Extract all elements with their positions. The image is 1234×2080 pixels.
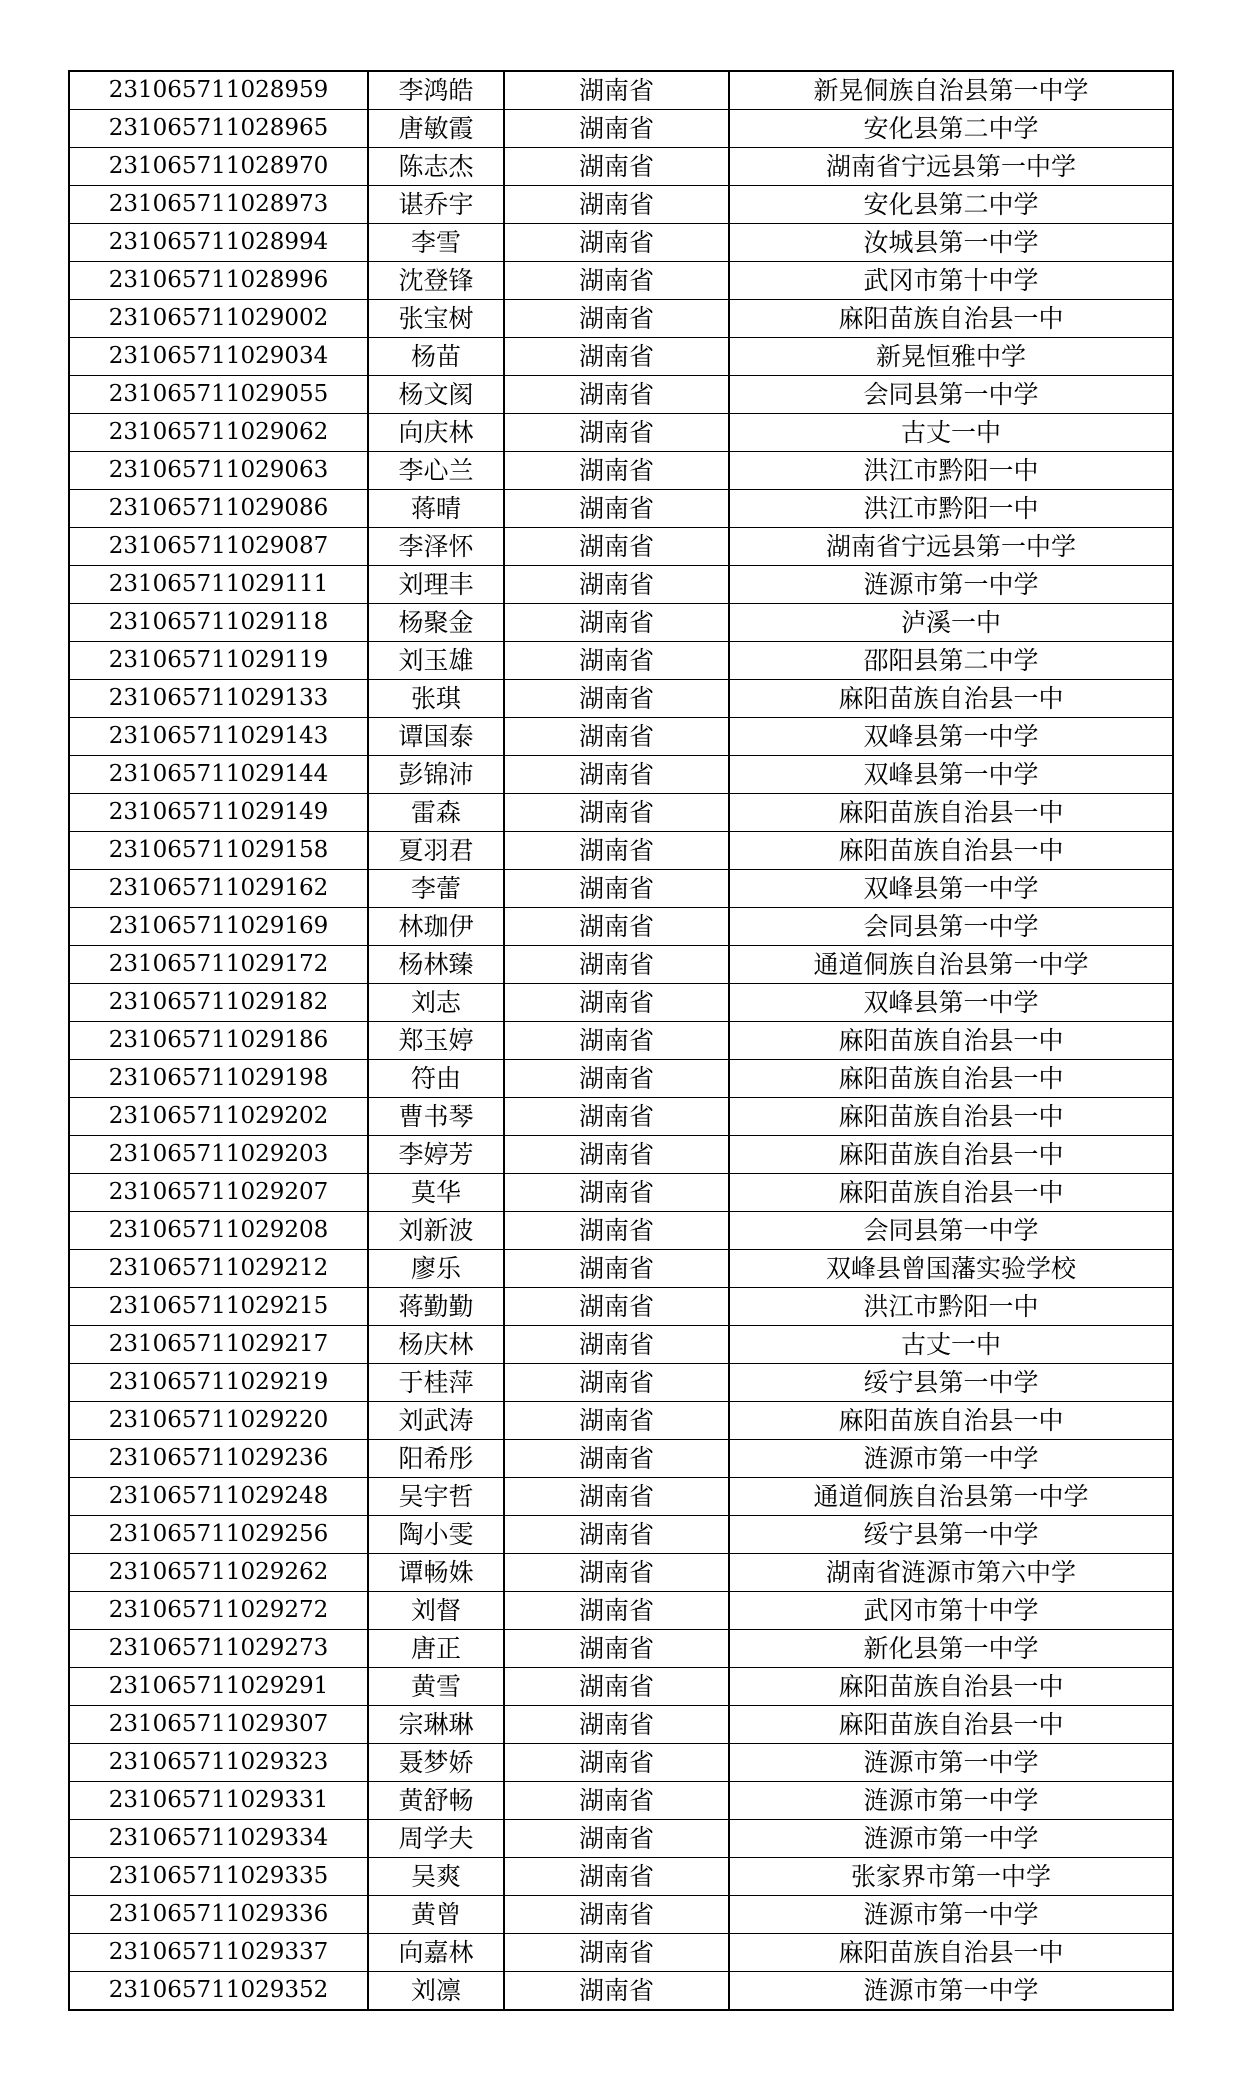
table-row bbox=[69, 414, 1173, 452]
student-name-cell: 谭畅姝 bbox=[368, 1554, 504, 1592]
candidate-id-cell: 231065711029307 bbox=[69, 1706, 368, 1744]
table-row bbox=[69, 756, 1173, 794]
table-row bbox=[69, 718, 1173, 756]
student-name-cell: 彭锦沛 bbox=[368, 756, 504, 794]
school-cell: 湖南省宁远县第一中学 bbox=[729, 528, 1173, 566]
student-name-cell: 蒋勤勤 bbox=[368, 1288, 504, 1326]
table-row bbox=[69, 338, 1173, 376]
table-row bbox=[69, 1820, 1173, 1858]
candidate-id-cell: 231065711029262 bbox=[69, 1554, 368, 1592]
candidate-id-cell: 231065711029186 bbox=[69, 1022, 368, 1060]
province-cell: 湖南省 bbox=[504, 1782, 729, 1820]
province-cell: 湖南省 bbox=[504, 1820, 729, 1858]
school-cell: 涟源市第一中学 bbox=[729, 1744, 1173, 1782]
candidate-id-cell: 231065711029182 bbox=[69, 984, 368, 1022]
province-cell: 湖南省 bbox=[504, 1022, 729, 1060]
candidate-id-cell: 231065711029034 bbox=[69, 338, 368, 376]
school-cell: 安化县第二中学 bbox=[729, 186, 1173, 224]
school-cell: 新晃侗族自治县第一中学 bbox=[729, 71, 1173, 110]
table-row bbox=[69, 186, 1173, 224]
province-cell: 湖南省 bbox=[504, 110, 729, 148]
school-cell: 邵阳县第二中学 bbox=[729, 642, 1173, 680]
table-row bbox=[69, 1022, 1173, 1060]
school-cell: 绥宁县第一中学 bbox=[729, 1364, 1173, 1402]
school-cell: 武冈市第十中学 bbox=[729, 262, 1173, 300]
province-cell: 湖南省 bbox=[504, 1934, 729, 1972]
province-cell: 湖南省 bbox=[504, 1136, 729, 1174]
candidate-id-cell: 231065711029119 bbox=[69, 642, 368, 680]
table-row bbox=[69, 110, 1173, 148]
candidate-id-cell: 231065711029273 bbox=[69, 1630, 368, 1668]
student-name-cell: 蒋晴 bbox=[368, 490, 504, 528]
table-row bbox=[69, 984, 1173, 1022]
student-name-cell: 陶小雯 bbox=[368, 1516, 504, 1554]
school-cell: 麻阳苗族自治县一中 bbox=[729, 794, 1173, 832]
school-cell: 麻阳苗族自治县一中 bbox=[729, 1174, 1173, 1212]
table-row bbox=[69, 1706, 1173, 1744]
school-cell: 会同县第一中学 bbox=[729, 376, 1173, 414]
student-name-cell: 雷森 bbox=[368, 794, 504, 832]
table-row bbox=[69, 1478, 1173, 1516]
table-row bbox=[69, 1250, 1173, 1288]
table-row bbox=[69, 224, 1173, 262]
candidate-id-cell: 231065711029236 bbox=[69, 1440, 368, 1478]
candidate-id-cell: 231065711029172 bbox=[69, 946, 368, 984]
student-name-cell: 刘玉雄 bbox=[368, 642, 504, 680]
candidate-id-cell: 231065711029336 bbox=[69, 1896, 368, 1934]
student-name-cell: 夏羽君 bbox=[368, 832, 504, 870]
student-name-cell: 刘新波 bbox=[368, 1212, 504, 1250]
candidate-id-cell: 231065711029207 bbox=[69, 1174, 368, 1212]
student-name-cell: 林珈伊 bbox=[368, 908, 504, 946]
school-cell: 新晃恒雅中学 bbox=[729, 338, 1173, 376]
table-row bbox=[69, 946, 1173, 984]
candidate-id-cell: 231065711029212 bbox=[69, 1250, 368, 1288]
province-cell: 湖南省 bbox=[504, 1744, 729, 1782]
candidate-id-cell: 231065711028959 bbox=[69, 71, 368, 110]
student-name-cell: 黄舒畅 bbox=[368, 1782, 504, 1820]
candidate-id-cell: 231065711029220 bbox=[69, 1402, 368, 1440]
student-name-cell: 杨文阂 bbox=[368, 376, 504, 414]
province-cell: 湖南省 bbox=[504, 1478, 729, 1516]
student-name-cell: 莫华 bbox=[368, 1174, 504, 1212]
candidate-id-cell: 231065711029087 bbox=[69, 528, 368, 566]
province-cell: 湖南省 bbox=[504, 224, 729, 262]
school-cell: 新化县第一中学 bbox=[729, 1630, 1173, 1668]
school-cell: 泸溪一中 bbox=[729, 604, 1173, 642]
province-cell: 湖南省 bbox=[504, 946, 729, 984]
student-name-cell: 李婷芳 bbox=[368, 1136, 504, 1174]
student-name-cell: 杨庆林 bbox=[368, 1326, 504, 1364]
student-name-cell: 陈志杰 bbox=[368, 148, 504, 186]
province-cell: 湖南省 bbox=[504, 528, 729, 566]
student-name-cell: 刘凛 bbox=[368, 1972, 504, 2011]
student-name-cell: 吴爽 bbox=[368, 1858, 504, 1896]
candidate-id-cell: 231065711029215 bbox=[69, 1288, 368, 1326]
candidate-id-cell: 231065711029248 bbox=[69, 1478, 368, 1516]
province-cell: 湖南省 bbox=[504, 1212, 729, 1250]
table-row bbox=[69, 832, 1173, 870]
candidate-id-cell: 231065711029198 bbox=[69, 1060, 368, 1098]
province-cell: 湖南省 bbox=[504, 1440, 729, 1478]
province-cell: 湖南省 bbox=[504, 414, 729, 452]
candidate-id-cell: 231065711029002 bbox=[69, 300, 368, 338]
student-name-cell: 李泽怀 bbox=[368, 528, 504, 566]
student-name-cell: 李鸿皓 bbox=[368, 71, 504, 110]
province-cell: 湖南省 bbox=[504, 832, 729, 870]
school-cell: 麻阳苗族自治县一中 bbox=[729, 1668, 1173, 1706]
table-row bbox=[69, 1516, 1173, 1554]
province-cell: 湖南省 bbox=[504, 1174, 729, 1212]
school-cell: 湖南省涟源市第六中学 bbox=[729, 1554, 1173, 1592]
school-cell: 麻阳苗族自治县一中 bbox=[729, 832, 1173, 870]
table-row bbox=[69, 908, 1173, 946]
student-name-cell: 聂梦娇 bbox=[368, 1744, 504, 1782]
school-cell: 古丈一中 bbox=[729, 1326, 1173, 1364]
table-row bbox=[69, 1858, 1173, 1896]
school-cell: 双峰县第一中学 bbox=[729, 984, 1173, 1022]
student-name-cell: 曹书琴 bbox=[368, 1098, 504, 1136]
school-cell: 麻阳苗族自治县一中 bbox=[729, 680, 1173, 718]
province-cell: 湖南省 bbox=[504, 1858, 729, 1896]
province-cell: 湖南省 bbox=[504, 1516, 729, 1554]
school-cell: 涟源市第一中学 bbox=[729, 1782, 1173, 1820]
school-cell: 绥宁县第一中学 bbox=[729, 1516, 1173, 1554]
school-cell: 双峰县第一中学 bbox=[729, 870, 1173, 908]
school-cell: 涟源市第一中学 bbox=[729, 566, 1173, 604]
candidate-id-cell: 231065711028970 bbox=[69, 148, 368, 186]
province-cell: 湖南省 bbox=[504, 984, 729, 1022]
student-name-cell: 刘理丰 bbox=[368, 566, 504, 604]
candidate-id-cell: 231065711029331 bbox=[69, 1782, 368, 1820]
province-cell: 湖南省 bbox=[504, 1060, 729, 1098]
table-row bbox=[69, 1592, 1173, 1630]
candidate-id-cell: 231065711029203 bbox=[69, 1136, 368, 1174]
student-name-cell: 黄雪 bbox=[368, 1668, 504, 1706]
province-cell: 湖南省 bbox=[504, 71, 729, 110]
table-row bbox=[69, 1554, 1173, 1592]
student-name-cell: 黄曾 bbox=[368, 1896, 504, 1934]
student-name-cell: 李心兰 bbox=[368, 452, 504, 490]
school-cell: 麻阳苗族自治县一中 bbox=[729, 1060, 1173, 1098]
province-cell: 湖南省 bbox=[504, 262, 729, 300]
candidate-id-cell: 231065711029118 bbox=[69, 604, 368, 642]
table-row bbox=[69, 490, 1173, 528]
province-cell: 湖南省 bbox=[504, 870, 729, 908]
student-name-cell: 张琪 bbox=[368, 680, 504, 718]
province-cell: 湖南省 bbox=[504, 1592, 729, 1630]
province-cell: 湖南省 bbox=[504, 718, 729, 756]
school-cell: 洪江市黔阳一中 bbox=[729, 490, 1173, 528]
student-name-cell: 唐正 bbox=[368, 1630, 504, 1668]
table-row bbox=[69, 1744, 1173, 1782]
candidate-id-cell: 231065711029337 bbox=[69, 1934, 368, 1972]
province-cell: 湖南省 bbox=[504, 490, 729, 528]
school-cell: 涟源市第一中学 bbox=[729, 1896, 1173, 1934]
province-cell: 湖南省 bbox=[504, 642, 729, 680]
school-cell: 安化县第二中学 bbox=[729, 110, 1173, 148]
table-row bbox=[69, 1934, 1173, 1972]
province-cell: 湖南省 bbox=[504, 300, 729, 338]
table-row bbox=[69, 1896, 1173, 1934]
table-row bbox=[69, 794, 1173, 832]
province-cell: 湖南省 bbox=[504, 1402, 729, 1440]
table-row bbox=[69, 642, 1173, 680]
student-name-cell: 向嘉林 bbox=[368, 1934, 504, 1972]
table-row bbox=[69, 1136, 1173, 1174]
table-row bbox=[69, 300, 1173, 338]
table-row bbox=[69, 566, 1173, 604]
candidate-id-cell: 231065711029291 bbox=[69, 1668, 368, 1706]
table-row bbox=[69, 262, 1173, 300]
student-name-cell: 杨聚金 bbox=[368, 604, 504, 642]
province-cell: 湖南省 bbox=[504, 452, 729, 490]
candidate-id-cell: 231065711029158 bbox=[69, 832, 368, 870]
candidate-id-cell: 231065711029323 bbox=[69, 1744, 368, 1782]
school-cell: 湖南省宁远县第一中学 bbox=[729, 148, 1173, 186]
table-row bbox=[69, 71, 1173, 110]
school-cell: 双峰县第一中学 bbox=[729, 756, 1173, 794]
school-cell: 汝城县第一中学 bbox=[729, 224, 1173, 262]
school-cell: 涟源市第一中学 bbox=[729, 1820, 1173, 1858]
student-name-cell: 谌乔宇 bbox=[368, 186, 504, 224]
student-name-cell: 刘督 bbox=[368, 1592, 504, 1630]
student-name-cell: 宗琳琳 bbox=[368, 1706, 504, 1744]
student-name-cell: 向庆林 bbox=[368, 414, 504, 452]
province-cell: 湖南省 bbox=[504, 1326, 729, 1364]
candidate-id-cell: 231065711029256 bbox=[69, 1516, 368, 1554]
candidate-id-cell: 231065711029272 bbox=[69, 1592, 368, 1630]
table-row bbox=[69, 1174, 1173, 1212]
student-name-cell: 李蕾 bbox=[368, 870, 504, 908]
school-cell: 麻阳苗族自治县一中 bbox=[729, 1402, 1173, 1440]
province-cell: 湖南省 bbox=[504, 1668, 729, 1706]
school-cell: 会同县第一中学 bbox=[729, 908, 1173, 946]
table-row bbox=[69, 1440, 1173, 1478]
student-name-cell: 周学夫 bbox=[368, 1820, 504, 1858]
province-cell: 湖南省 bbox=[504, 1288, 729, 1326]
student-name-cell: 李雪 bbox=[368, 224, 504, 262]
province-cell: 湖南省 bbox=[504, 1706, 729, 1744]
student-name-cell: 张宝树 bbox=[368, 300, 504, 338]
school-cell: 会同县第一中学 bbox=[729, 1212, 1173, 1250]
candidate-id-cell: 231065711029149 bbox=[69, 794, 368, 832]
table-row bbox=[69, 870, 1173, 908]
school-cell: 武冈市第十中学 bbox=[729, 1592, 1173, 1630]
school-cell: 洪江市黔阳一中 bbox=[729, 1288, 1173, 1326]
candidate-id-cell: 231065711029111 bbox=[69, 566, 368, 604]
table-row bbox=[69, 1630, 1173, 1668]
province-cell: 湖南省 bbox=[504, 1364, 729, 1402]
school-cell: 麻阳苗族自治县一中 bbox=[729, 1934, 1173, 1972]
province-cell: 湖南省 bbox=[504, 186, 729, 224]
table-row bbox=[69, 376, 1173, 414]
candidate-id-cell: 231065711029334 bbox=[69, 1820, 368, 1858]
province-cell: 湖南省 bbox=[504, 908, 729, 946]
table-row bbox=[69, 148, 1173, 186]
table-row bbox=[69, 604, 1173, 642]
school-cell: 麻阳苗族自治县一中 bbox=[729, 1022, 1173, 1060]
school-cell: 麻阳苗族自治县一中 bbox=[729, 300, 1173, 338]
province-cell: 湖南省 bbox=[504, 148, 729, 186]
school-cell: 双峰县曾国藩实验学校 bbox=[729, 1250, 1173, 1288]
table-row bbox=[69, 1212, 1173, 1250]
candidate-id-cell: 231065711029335 bbox=[69, 1858, 368, 1896]
province-cell: 湖南省 bbox=[504, 1554, 729, 1592]
table-row bbox=[69, 1972, 1173, 2011]
candidate-id-cell: 231065711029352 bbox=[69, 1972, 368, 2011]
student-name-cell: 刘武涛 bbox=[368, 1402, 504, 1440]
table-row bbox=[69, 1402, 1173, 1440]
table-row bbox=[69, 1668, 1173, 1706]
roster-table bbox=[68, 70, 1174, 2011]
roster-table-body bbox=[69, 71, 1173, 2010]
province-cell: 湖南省 bbox=[504, 1896, 729, 1934]
table-row bbox=[69, 528, 1173, 566]
school-cell: 涟源市第一中学 bbox=[729, 1972, 1173, 2011]
province-cell: 湖南省 bbox=[504, 376, 729, 414]
school-cell: 涟源市第一中学 bbox=[729, 1440, 1173, 1478]
school-cell: 古丈一中 bbox=[729, 414, 1173, 452]
province-cell: 湖南省 bbox=[504, 1098, 729, 1136]
candidate-id-cell: 231065711029133 bbox=[69, 680, 368, 718]
candidate-id-cell: 231065711029169 bbox=[69, 908, 368, 946]
province-cell: 湖南省 bbox=[504, 1250, 729, 1288]
province-cell: 湖南省 bbox=[504, 566, 729, 604]
school-cell: 通道侗族自治县第一中学 bbox=[729, 1478, 1173, 1516]
student-name-cell: 谭国泰 bbox=[368, 718, 504, 756]
student-name-cell: 于桂萍 bbox=[368, 1364, 504, 1402]
table-row bbox=[69, 1098, 1173, 1136]
province-cell: 湖南省 bbox=[504, 794, 729, 832]
candidate-id-cell: 231065711028973 bbox=[69, 186, 368, 224]
table-row bbox=[69, 1060, 1173, 1098]
school-cell: 张家界市第一中学 bbox=[729, 1858, 1173, 1896]
province-cell: 湖南省 bbox=[504, 756, 729, 794]
candidate-id-cell: 231065711029202 bbox=[69, 1098, 368, 1136]
candidate-id-cell: 231065711028965 bbox=[69, 110, 368, 148]
candidate-id-cell: 231065711029143 bbox=[69, 718, 368, 756]
school-cell: 洪江市黔阳一中 bbox=[729, 452, 1173, 490]
table-row bbox=[69, 452, 1173, 490]
candidate-id-cell: 231065711029086 bbox=[69, 490, 368, 528]
school-cell: 双峰县第一中学 bbox=[729, 718, 1173, 756]
candidate-id-cell: 231065711029217 bbox=[69, 1326, 368, 1364]
province-cell: 湖南省 bbox=[504, 1630, 729, 1668]
school-cell: 通道侗族自治县第一中学 bbox=[729, 946, 1173, 984]
student-name-cell: 阳希彤 bbox=[368, 1440, 504, 1478]
table-row bbox=[69, 1288, 1173, 1326]
student-name-cell: 吴宇哲 bbox=[368, 1478, 504, 1516]
school-cell: 麻阳苗族自治县一中 bbox=[729, 1098, 1173, 1136]
province-cell: 湖南省 bbox=[504, 1972, 729, 2011]
candidate-id-cell: 231065711029063 bbox=[69, 452, 368, 490]
province-cell: 湖南省 bbox=[504, 680, 729, 718]
candidate-id-cell: 231065711029219 bbox=[69, 1364, 368, 1402]
student-name-cell: 杨林臻 bbox=[368, 946, 504, 984]
student-name-cell: 郑玉婷 bbox=[368, 1022, 504, 1060]
candidate-id-cell: 231065711029162 bbox=[69, 870, 368, 908]
table-row bbox=[69, 680, 1173, 718]
province-cell: 湖南省 bbox=[504, 604, 729, 642]
candidate-id-cell: 231065711029144 bbox=[69, 756, 368, 794]
student-name-cell: 沈登锋 bbox=[368, 262, 504, 300]
school-cell: 麻阳苗族自治县一中 bbox=[729, 1136, 1173, 1174]
candidate-id-cell: 231065711029055 bbox=[69, 376, 368, 414]
student-name-cell: 刘志 bbox=[368, 984, 504, 1022]
student-name-cell: 符由 bbox=[368, 1060, 504, 1098]
school-cell: 麻阳苗族自治县一中 bbox=[729, 1706, 1173, 1744]
student-name-cell: 廖乐 bbox=[368, 1250, 504, 1288]
student-name-cell: 唐敏霞 bbox=[368, 110, 504, 148]
candidate-id-cell: 231065711029062 bbox=[69, 414, 368, 452]
student-name-cell: 杨苗 bbox=[368, 338, 504, 376]
table-row bbox=[69, 1782, 1173, 1820]
candidate-id-cell: 231065711028994 bbox=[69, 224, 368, 262]
candidate-id-cell: 231065711028996 bbox=[69, 262, 368, 300]
province-cell: 湖南省 bbox=[504, 338, 729, 376]
candidate-id-cell: 231065711029208 bbox=[69, 1212, 368, 1250]
table-row bbox=[69, 1364, 1173, 1402]
table-row bbox=[69, 1326, 1173, 1364]
